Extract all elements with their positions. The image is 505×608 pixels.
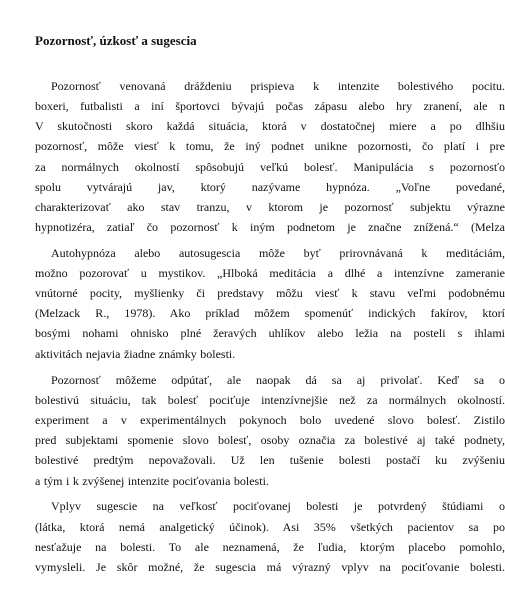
section-heading: Pozornosť, úzkosť a sugescia xyxy=(35,33,197,48)
text-line: bolestivé predtým nepovažovali. Už len tušenie bolesti postačí ku zvýšeniu xyxy=(35,453,505,467)
text-line: Vplyv sugescie na veľkosť pociťovanej bolesti je potvrdený štúdiami o xyxy=(51,499,505,513)
text-line: Pozornosť môžeme odpútať, ale naopak dá sa aj privolať. Keď sa o xyxy=(51,373,505,387)
text-line: boxeri, futbalisti a iní športovci bývajú počas zápasu alebo hry zranení, ale n xyxy=(35,99,505,113)
text-line: spolu vytvárajú jav, ktorý nazývame hypnóza. „Voľne povedané, xyxy=(35,180,505,194)
text-line: V skutočnosti skoro každá situácia, ktorá v dostatočnej miere a po dlhšiu xyxy=(35,119,505,133)
text-line: nesťažuje na bolesti. To ale neznamená, že ľudia, ktorým placebo pomohlo, xyxy=(35,540,505,554)
text-line: pozornosť, môže viesť k tomu, že iný podnet unikne pozornosti, čo platí i pre xyxy=(35,139,505,153)
text-line: (látka, ktorá nemá analgetický účinok). Asi 35% všetkých pacientov sa po xyxy=(35,520,505,534)
text-line: experiment a v experimentálnych pokynoch bolo uvedené slovo bolesť. Zistilo xyxy=(35,413,505,427)
text-line: charakterizovať ako stav tranzu, v ktorom je pozornosť subjektu výrazne xyxy=(35,200,505,214)
text-line: vymysleli. Je skôr možné, že sugescia má výrazný vplyv na pociťovanie bolesti. xyxy=(35,560,505,574)
text-line: a tým i k zvýšenej intenzite pociťovania bolesti. xyxy=(35,474,269,488)
text-line: hypnotizéra, zatiaľ čo pozornosť k iným podnetom je značne znížená.“ (Melza xyxy=(35,220,505,234)
text-line: za normálnych okolností spôsobujú veľkú bolesť. Manipulácia s pozornosťo xyxy=(35,160,505,174)
text-line: bolestivú situáciu, tak bolesť pociťuje intenzívnejšie než za normálnych okolností. xyxy=(35,393,505,407)
text-line: možno pozorovať u mystikov. „Hlboká meditácia a dlhé a intenzívne zameranie xyxy=(35,266,505,280)
text-line: (Melzack R., 1978). Ako príklad môžem spomenúť indických fakírov, ktorí xyxy=(35,306,505,320)
text-line: Autohypnóza alebo autosugescia môže byť prirovnávaná k meditáciám, xyxy=(51,246,505,260)
text-line: aktivitách nejavia žiadne známky bolesti. xyxy=(35,347,236,361)
text-line: vnútorné pocity, myšlienky či predstavy môžu viesť k stavu veľmi podobnému xyxy=(35,286,505,300)
text-line: pred subjektami spomenie slovo bolesť, osoby označia za bolestivé aj také podnety, xyxy=(35,433,505,447)
text-line: bosými nohami ohnisko plné žeravých uhlíkov alebo ležia na posteli s ihlami xyxy=(35,326,505,340)
text-line: Pozornosť venovaná dráždeniu prispieva k intenzite bolestivého pocitu. xyxy=(51,79,505,93)
